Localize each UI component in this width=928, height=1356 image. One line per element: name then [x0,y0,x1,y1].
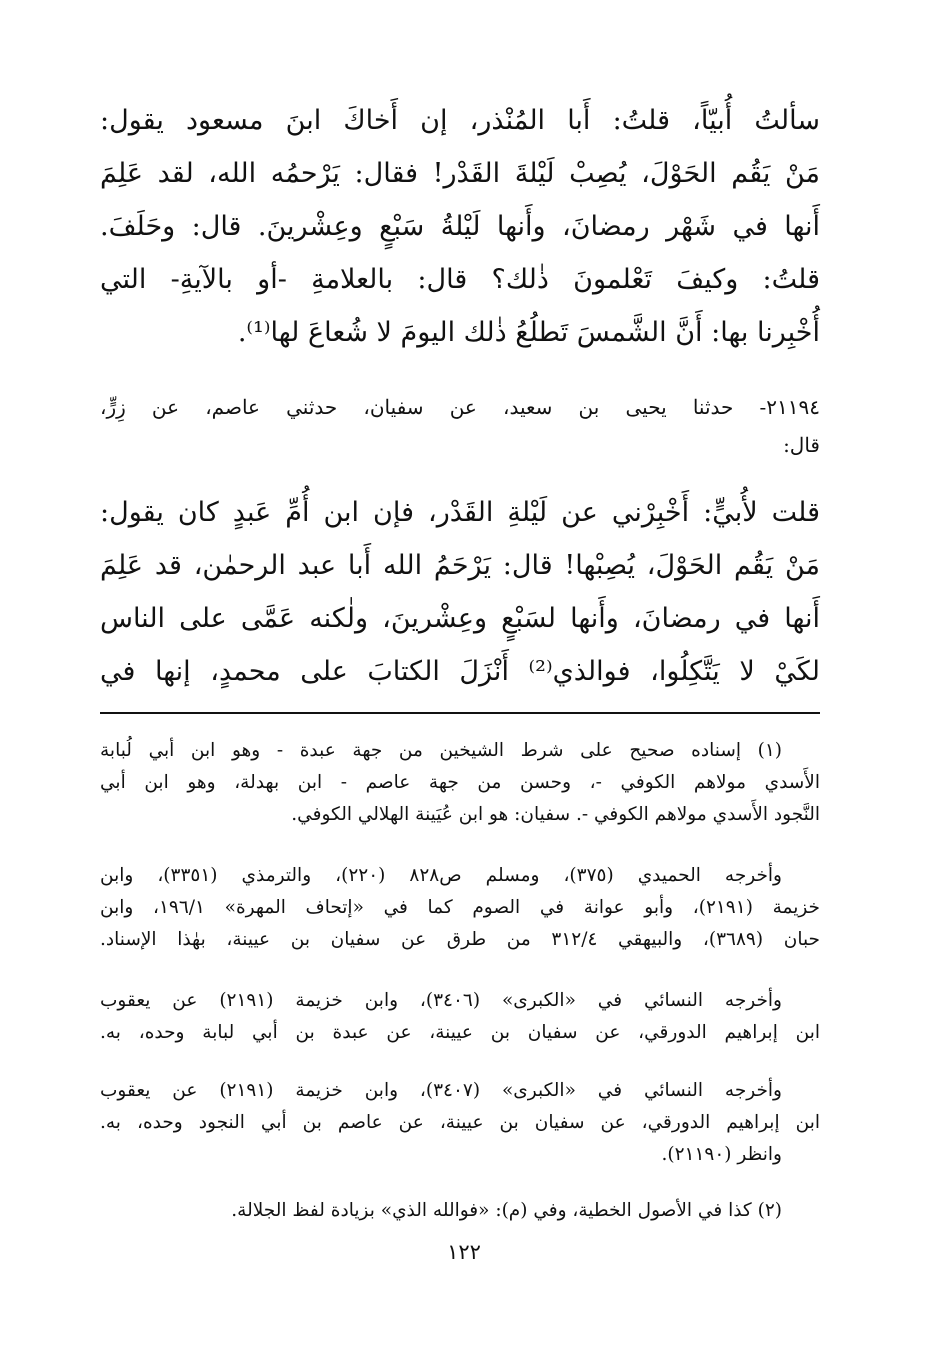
footnote-line: وانظر (٢١١٩٠). [661,1144,782,1165]
footnote-line: وأخرجه النسائي في «الكبرى» (٣٤٠٧)، وابن خزيمة (٢١٩١) عن يعقوب [100,1080,782,1101]
footnote-line: وأخرجه الحميدي (٣٧٥)، ومسلم ص٨٢٨ (٢٢٠)، والترمذي (٣٣٥١)، وابن [100,865,782,886]
footnote-2 [100,1195,820,1227]
isnad-line: قال: [783,433,820,457]
footnote-line: ابن إبراهيم الدورقي، عن سفيان بن عيينة، عن عاصم بن أبي النجود وحده، به. [100,1112,820,1133]
text-line: أُخْبِرنا بها: أَنَّ الشَّمسَ تَطلُعُ ذٰلك اليومَ لا شُعاعَ لها⁽¹⁾. [237,317,820,348]
text-line: لكَيْ لا يَتَّكِلُوا، فوالذي⁽²⁾ أَنْزَلَ الكتابَ على محمدٍ، إنها في [100,656,820,687]
footnote-line: وأخرجه النسائي في «الكبرى» (٣٤٠٦)، وابن خزيمة (٢١٩١) عن يعقوب [100,990,782,1011]
footnote-line: النَّجود الأَسدي مولاهم الكوفي -. سفيان: هو ابن عُيَينة الهلالي الكوفي. [291,804,820,825]
footnote-line: (٢) كذا في الأصول الخطية، وفي (م): «فوالله الذي» بزيادة لفظ الجلالة. [231,1200,782,1221]
footnote-1-part-d [100,1075,820,1171]
main-text-bottom [100,486,820,698]
hadith-isnad [100,388,820,464]
text-line: قلت لأُبيٍّ: أَخْبِرْني عن لَيْلةِ القَدْر، فإن ابن أُمِّ عَبدٍ كان يقول: [100,497,820,528]
footnote-line: ابن إبراهيم الدورقي، عن سفيان بن عيينة، عن عبدة بن أبي لبابة وحده، به. [100,1022,820,1043]
footnote-line: خزيمة (٢١٩١)، وأبو عوانة في الصوم كما في «إتحاف المهرة» ١٩٦/١، وابن [100,897,820,918]
text-line: أَنها في شَهْر رمضانَ، وأَنها لَيْلةُ سَبْعٍ وعِشْرينَ. قال: وحَلَفَ. [100,211,820,242]
text-line: قلتُ: وكيفَ تَعْلمونَ ذٰلك؟ قال: بالعلامةِ -أو بالآيةِ- التي [100,264,820,295]
text-line: أَنها في رمضانَ، وأَنها لسَبْعٍ وعِشْرينَ، ولٰكنه عَمَّى على الناس [100,603,820,634]
text-line: مَنْ يَقُم الحَوْلَ، يُصِبْها! قال: يَرْحَمُ الله أَبا عبد الرحمٰن، قد عَلِمَ [100,550,820,581]
footnote-1-part-b [100,860,820,956]
footnote-line: (١) إسناده صحيح على شرط الشيخين من جهة عبدة - وهو ابن أبي لُبابة [100,740,782,761]
isnad-line: ٢١١٩٤- حدثنا يحيى بن سعيد، عن سفيان، حدثني عاصم، عن زِرٍّ، [100,395,820,419]
footnote-line: الأَسدي مولاهم الكوفي -، وحسن من جهة عاصم - ابن بهدلة، وهو ابن أبي [100,772,820,793]
page-number: ١٢٢ [447,1240,481,1264]
footnote-1-part-a [100,735,820,831]
footnote-line: حبان (٣٦٨٩)، والبيهقي ٣١٢/٤ من طرق عن سفيان بن عيينة، بهٰذا الإسناد. [100,929,820,950]
text-line: سألتُ أُبيّاً، قلتُ: أَبا المُنْذر، إن أَخاكَ ابنَ مسعود يقول: [100,105,820,136]
footnote-divider [100,712,820,714]
main-text-top [100,94,820,359]
footnote-1-part-c [100,985,820,1049]
text-line: مَنْ يَقُم الحَوْلَ، يُصِبْ لَيْلةَ القَدْر! فقال: يَرْحمُه الله، لقد عَلِمَ [100,158,820,189]
